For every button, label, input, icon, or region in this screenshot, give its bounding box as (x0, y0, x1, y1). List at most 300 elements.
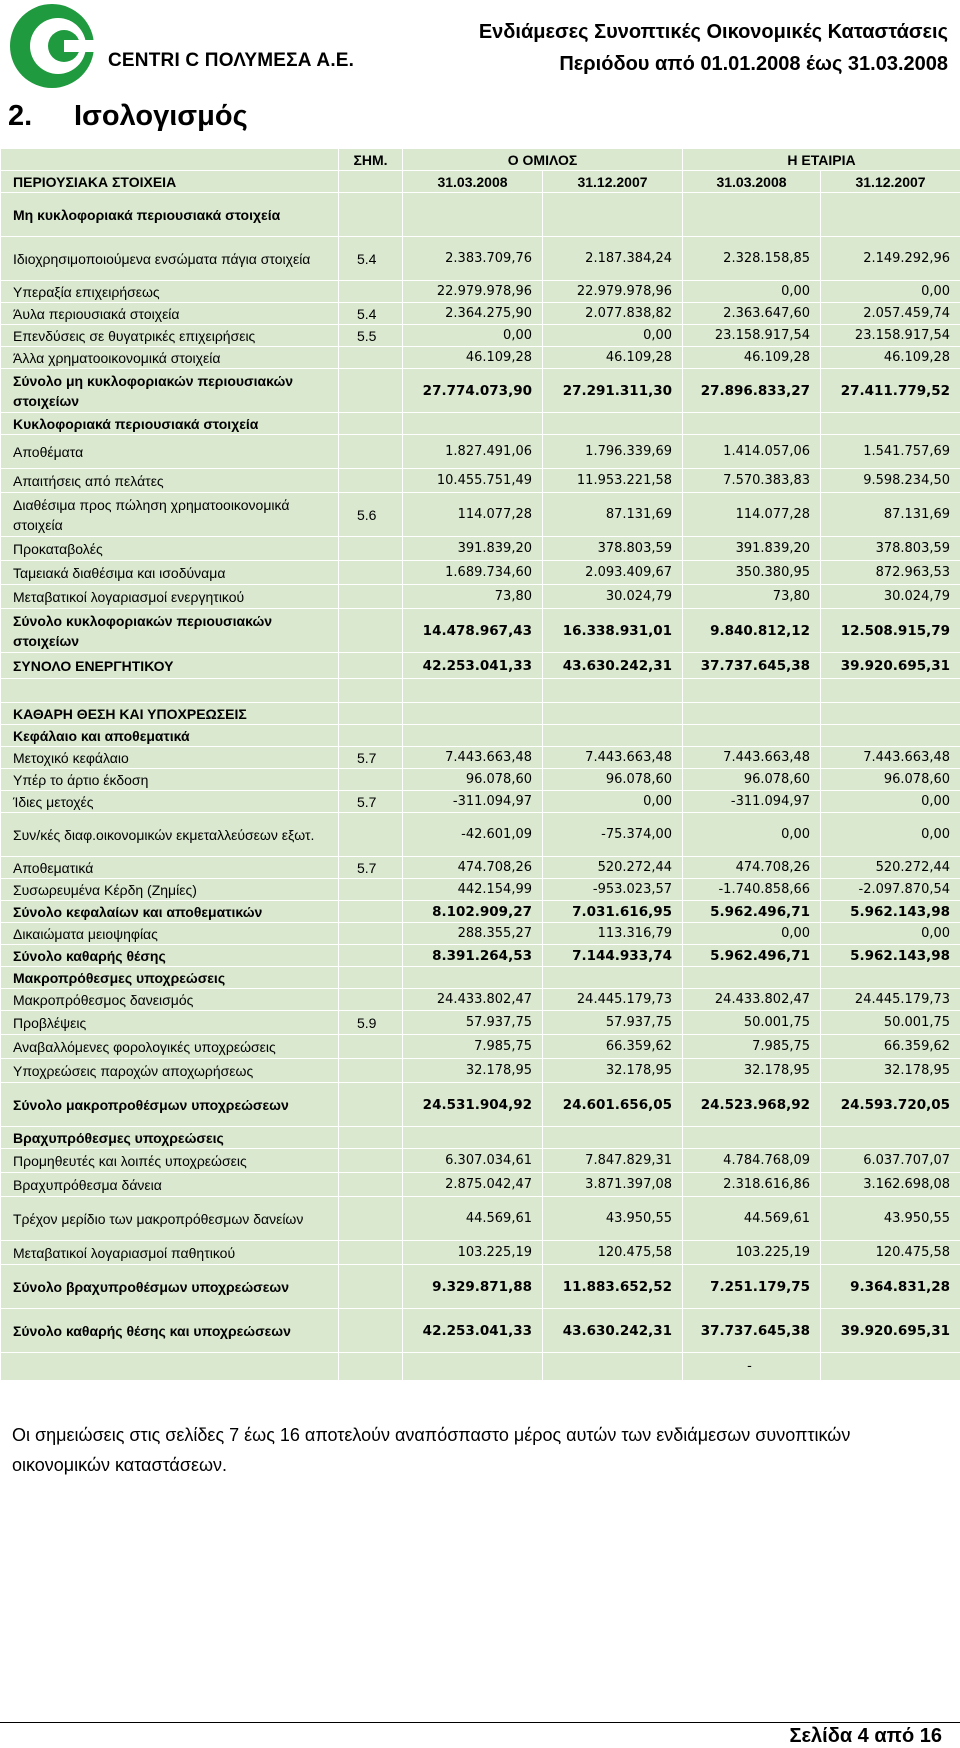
group-value: 7.985,75 (403, 1035, 543, 1059)
group-value: 22.979.978,96 (543, 281, 683, 303)
company-value: 474.708,26 (683, 857, 821, 879)
company-value: 23.158.917,54 (821, 325, 960, 347)
group-value: 43.630.242,31 (543, 1309, 683, 1353)
row-note (339, 537, 403, 561)
group-value: 73,80 (403, 585, 543, 609)
row-note: 5.7 (339, 857, 403, 879)
row-label: Προμηθευτές και λοιπές υποχρεώσεις (1, 1149, 339, 1173)
group-value: 114.077,28 (403, 493, 543, 537)
company-value: 27.411.779,52 (821, 369, 960, 413)
group-value: 2.187.384,24 (543, 237, 683, 281)
company-value: 23.158.917,54 (683, 325, 821, 347)
row-label (1, 679, 339, 703)
group-value (543, 679, 683, 703)
group-value: 474.708,26 (403, 857, 543, 879)
group-value: 24.433.802,47 (403, 989, 543, 1011)
row-note (339, 585, 403, 609)
group-value: 96.078,60 (403, 769, 543, 791)
company-value (683, 703, 821, 725)
row-label: Σύνολο κυκλοφοριακών περιουσιακών στοιχείων (1, 609, 339, 653)
company-value: 2.328.158,85 (683, 237, 821, 281)
row-note (339, 1059, 403, 1083)
group-value: 113.316,79 (543, 923, 683, 945)
company-value: 7.985,75 (683, 1035, 821, 1059)
company-value (821, 703, 960, 725)
group-value: 2.077.838,82 (543, 303, 683, 325)
table-row (1, 1173, 960, 1197)
company-value: 520.272,44 (821, 857, 960, 879)
table-row (1, 1265, 960, 1309)
group-value: 103.225,19 (403, 1241, 543, 1265)
row-note (339, 923, 403, 945)
group-value: 42.253.041,33 (403, 1309, 543, 1353)
group-value (543, 413, 683, 435)
table-row (1, 1059, 960, 1083)
company-value: 5.962.496,71 (683, 945, 821, 967)
row-label: ΣΥΝΟΛΟ ΕΝΕΡΓΗΤΙΚΟΥ (1, 653, 339, 679)
row-note (339, 813, 403, 857)
row-label: Ιδιοχρησιμοποιούμενα ενσώματα πάγια στοιχεία (1, 237, 339, 281)
company-value: 46.109,28 (683, 347, 821, 369)
group-value (403, 1127, 543, 1149)
header-date: 31.03.2008 (683, 171, 821, 193)
group-value: 14.478.967,43 (403, 609, 543, 653)
header-company: Η ΕΤΑΙΡΙΑ (683, 149, 960, 171)
company-value: 87.131,69 (821, 493, 960, 537)
group-value: 43.630.242,31 (543, 653, 683, 679)
row-note (339, 769, 403, 791)
group-value: 32.178,95 (543, 1059, 683, 1083)
table-row (1, 1083, 960, 1127)
table-row (1, 325, 960, 347)
group-value: 27.774.073,90 (403, 369, 543, 413)
group-value: 0,00 (543, 325, 683, 347)
company-value: -311.094,97 (683, 791, 821, 813)
row-note (339, 1353, 403, 1381)
row-label: Ίδιες μετοχές (1, 791, 339, 813)
company-value: 391.839,20 (683, 537, 821, 561)
company-value: 39.920.695,31 (821, 1309, 960, 1353)
row-note (339, 725, 403, 747)
group-value: 24.531.904,92 (403, 1083, 543, 1127)
row-note (339, 1149, 403, 1173)
row-label: Βραχυπρόθεσμες υποχρεώσεις (1, 1127, 339, 1149)
table-row (1, 813, 960, 857)
header-group: Ο ΟΜΙΛΟΣ (403, 149, 683, 171)
row-label: Αναβαλλόμενες φορολογικές υποχρεώσεις (1, 1035, 339, 1059)
row-label: Κυκλοφοριακά περιουσιακά στοιχεία (1, 413, 339, 435)
row-note (339, 879, 403, 901)
company-value: 50.001,75 (821, 1011, 960, 1035)
row-note (339, 1127, 403, 1149)
company-value: 9.598.234,50 (821, 469, 960, 493)
row-label (1, 1353, 339, 1381)
company-value: 24.593.720,05 (821, 1083, 960, 1127)
report-period: Περιόδου από 01.01.2008 έως 31.03.2008 (479, 48, 948, 80)
section-heading (8, 100, 248, 133)
row-label: Απαιτήσεις από πελάτες (1, 469, 339, 493)
table-row (1, 769, 960, 791)
group-value: 30.024,79 (543, 585, 683, 609)
group-value: 7.443.663,48 (543, 747, 683, 769)
header-row-groups (1, 149, 960, 171)
footer-rule (0, 1722, 960, 1723)
company-value: 2.149.292,96 (821, 237, 960, 281)
table-row (1, 653, 960, 679)
group-value: -42.601,09 (403, 813, 543, 857)
company-value: 7.443.663,48 (821, 747, 960, 769)
company-value: 32.178,95 (821, 1059, 960, 1083)
row-label: Αποθεματικά (1, 857, 339, 879)
company-value (821, 967, 960, 989)
group-value: 32.178,95 (403, 1059, 543, 1083)
group-value: -953.023,57 (543, 879, 683, 901)
table-row (1, 1035, 960, 1059)
company-value: 2.363.647,60 (683, 303, 821, 325)
company-value: 66.359,62 (821, 1035, 960, 1059)
company-value: 2.057.459,74 (821, 303, 960, 325)
row-note: 5.9 (339, 1011, 403, 1035)
group-value: 7.031.616,95 (543, 901, 683, 923)
row-note (339, 347, 403, 369)
group-value: 2.093.409,67 (543, 561, 683, 585)
group-value: 57.937,75 (543, 1011, 683, 1035)
group-value: 2.875.042,47 (403, 1173, 543, 1197)
group-value (403, 725, 543, 747)
table-row (1, 725, 960, 747)
table-row (1, 435, 960, 469)
row-label: Μεταβατικοί λογαριασμοί παθητικού (1, 1241, 339, 1265)
company-value (683, 679, 821, 703)
company-value: 0,00 (821, 281, 960, 303)
row-note (339, 679, 403, 703)
report-header (479, 16, 948, 80)
company-value: 9.364.831,28 (821, 1265, 960, 1309)
group-value: 46.109,28 (543, 347, 683, 369)
group-value (543, 725, 683, 747)
footnote: Οι σημειώσεις στις σελίδες 7 έως 16 αποτελούν αναπόσπαστο μέρος αυτών των ενδιάμεσων συνοπτικών οικονομικών καταστάσεων. (12, 1420, 952, 1480)
header-date: 31.03.2008 (403, 171, 543, 193)
row-note: 5.7 (339, 747, 403, 769)
company-value: 7.443.663,48 (683, 747, 821, 769)
group-value: 0,00 (543, 791, 683, 813)
row-note (339, 369, 403, 413)
company-value (821, 1353, 960, 1381)
header-date: 31.12.2007 (821, 171, 960, 193)
group-value: -311.094,97 (403, 791, 543, 813)
table-row (1, 1197, 960, 1241)
company-value: 4.784.768,09 (683, 1149, 821, 1173)
group-value: 46.109,28 (403, 347, 543, 369)
table-row (1, 679, 960, 703)
group-value: 24.601.656,05 (543, 1083, 683, 1127)
balance-sheet-table (0, 148, 960, 1381)
group-value: 10.455.751,49 (403, 469, 543, 493)
row-label: Υπεραξία επιχειρήσεως (1, 281, 339, 303)
group-value: 442.154,99 (403, 879, 543, 901)
group-value: 9.329.871,88 (403, 1265, 543, 1309)
group-value (543, 703, 683, 725)
group-value (403, 679, 543, 703)
company-value: 12.508.915,79 (821, 609, 960, 653)
row-note (339, 989, 403, 1011)
row-label: Προκαταβολές (1, 537, 339, 561)
company-value: 5.962.143,98 (821, 945, 960, 967)
row-note (339, 469, 403, 493)
row-label: Συσωρευμένα Κέρδη (Ζημίες) (1, 879, 339, 901)
group-value: 43.950,55 (543, 1197, 683, 1241)
company-value: 50.001,75 (683, 1011, 821, 1035)
company-logo (8, 2, 96, 90)
row-note: 5.5 (339, 325, 403, 347)
table-row (1, 703, 960, 725)
table-row (1, 369, 960, 413)
table-row (1, 967, 960, 989)
company-value: -2.097.870,54 (821, 879, 960, 901)
table-row (1, 901, 960, 923)
company-value: 0,00 (821, 791, 960, 813)
group-value: 0,00 (403, 325, 543, 347)
table-row (1, 989, 960, 1011)
group-value: 2.364.275,90 (403, 303, 543, 325)
company-value: 7.251.179,75 (683, 1265, 821, 1309)
row-label: Βραχυπρόθεσμα δάνεια (1, 1173, 339, 1197)
header-assets: ΠΕΡΙΟΥΣΙΑΚΑ ΣΤΟΙΧΕΙΑ (1, 171, 339, 193)
row-note (339, 193, 403, 237)
company-value: 7.570.383,83 (683, 469, 821, 493)
row-note (339, 609, 403, 653)
table-row (1, 493, 960, 537)
table-row (1, 1241, 960, 1265)
group-value: 391.839,20 (403, 537, 543, 561)
header-note: ΣΗΜ. (339, 149, 403, 171)
table-row (1, 791, 960, 813)
group-value: 96.078,60 (543, 769, 683, 791)
group-value (403, 193, 543, 237)
row-note: 5.6 (339, 493, 403, 537)
group-value (543, 1127, 683, 1149)
company-value: 37.737.645,38 (683, 1309, 821, 1353)
row-note (339, 967, 403, 989)
table-row (1, 1011, 960, 1035)
row-note: 5.4 (339, 237, 403, 281)
row-label: Σύνολο καθαρής θέσης (1, 945, 339, 967)
row-label: Συν/κές διαφ.οικονομικών εκμεταλλεύσεων εξωτ. (1, 813, 339, 857)
company-value: 3.162.698,08 (821, 1173, 960, 1197)
company-value: - (683, 1353, 821, 1381)
company-value: 0,00 (821, 923, 960, 945)
row-label: ΚΑΘΑΡΗ ΘΕΣΗ ΚΑΙ ΥΠΟΧΡΕΩΣΕΙΣ (1, 703, 339, 725)
group-value (403, 1353, 543, 1381)
company-value (821, 725, 960, 747)
table-row (1, 585, 960, 609)
group-value: 1.689.734,60 (403, 561, 543, 585)
group-value (403, 413, 543, 435)
table-row (1, 1149, 960, 1173)
group-value (543, 1353, 683, 1381)
company-value: 378.803,59 (821, 537, 960, 561)
row-label: Προβλέψεις (1, 1011, 339, 1035)
row-label: Άλλα χρηματοοικονομικά στοιχεία (1, 347, 339, 369)
row-note (339, 1035, 403, 1059)
company-value: 43.950,55 (821, 1197, 960, 1241)
row-note (339, 435, 403, 469)
header-date: 31.12.2007 (543, 171, 683, 193)
group-value (543, 967, 683, 989)
group-value: 42.253.041,33 (403, 653, 543, 679)
table-row (1, 237, 960, 281)
company-value: 39.920.695,31 (821, 653, 960, 679)
table-row (1, 923, 960, 945)
company-value: 37.737.645,38 (683, 653, 821, 679)
table-row (1, 347, 960, 369)
company-value: -1.740.858,66 (683, 879, 821, 901)
group-value: 11.953.221,58 (543, 469, 683, 493)
company-value: 120.475,58 (821, 1241, 960, 1265)
company-value: 44.569,61 (683, 1197, 821, 1241)
group-value: 120.475,58 (543, 1241, 683, 1265)
row-label: Μακροπρόθεσμος δανεισμός (1, 989, 339, 1011)
company-value: 114.077,28 (683, 493, 821, 537)
company-value: 32.178,95 (683, 1059, 821, 1083)
group-value: 44.569,61 (403, 1197, 543, 1241)
row-note (339, 703, 403, 725)
table-row (1, 469, 960, 493)
group-value: 27.291.311,30 (543, 369, 683, 413)
table-row (1, 303, 960, 325)
company-value: 0,00 (821, 813, 960, 857)
group-value: 7.443.663,48 (403, 747, 543, 769)
company-value (683, 967, 821, 989)
company-value: 9.840.812,12 (683, 609, 821, 653)
company-value (683, 725, 821, 747)
row-note (339, 653, 403, 679)
group-value: 16.338.931,01 (543, 609, 683, 653)
table-row (1, 609, 960, 653)
group-value: 3.871.397,08 (543, 1173, 683, 1197)
row-label: Σύνολο μακροπροθέσμων υποχρεώσεων (1, 1083, 339, 1127)
group-value: -75.374,00 (543, 813, 683, 857)
company-value: 46.109,28 (821, 347, 960, 369)
row-note (339, 901, 403, 923)
row-note (339, 281, 403, 303)
row-note (339, 1241, 403, 1265)
company-value (821, 413, 960, 435)
company-value: 96.078,60 (821, 769, 960, 791)
company-value: 27.896.833,27 (683, 369, 821, 413)
group-value: 378.803,59 (543, 537, 683, 561)
section-title: Ισολογισμός (74, 100, 248, 132)
group-value: 6.307.034,61 (403, 1149, 543, 1173)
group-value: 8.102.909,27 (403, 901, 543, 923)
row-label: Υπέρ το άρτιο έκδοση (1, 769, 339, 791)
row-note (339, 1309, 403, 1353)
company-value (821, 679, 960, 703)
company-value: 872.963,53 (821, 561, 960, 585)
table-row (1, 1353, 960, 1381)
table-row (1, 1127, 960, 1149)
row-label: Κεφάλαιο και αποθεματικά (1, 725, 339, 747)
company-value (683, 193, 821, 237)
row-label: Ταμειακά διαθέσιμα και ισοδύναμα (1, 561, 339, 585)
company-value: 350.380,95 (683, 561, 821, 585)
row-label: Σύνολο καθαρής θέσης και υποχρεώσεων (1, 1309, 339, 1353)
balance-sheet (0, 148, 960, 1381)
table-row (1, 747, 960, 769)
group-value: 24.445.179,73 (543, 989, 683, 1011)
group-value: 66.359,62 (543, 1035, 683, 1059)
company-value: 24.433.802,47 (683, 989, 821, 1011)
company-value (683, 413, 821, 435)
row-note (339, 1083, 403, 1127)
company-value: 0,00 (683, 923, 821, 945)
company-value: 2.318.616,86 (683, 1173, 821, 1197)
group-value: 288.355,27 (403, 923, 543, 945)
company-value: 5.962.143,98 (821, 901, 960, 923)
table-row (1, 193, 960, 237)
group-value: 11.883.652,52 (543, 1265, 683, 1309)
row-label: Μακροπρόθεσμες υποχρεώσεις (1, 967, 339, 989)
company-value: 6.037.707,07 (821, 1149, 960, 1173)
row-label: Δικαιώματα μειοψηφίας (1, 923, 339, 945)
header-row-dates (1, 171, 960, 193)
group-value: 87.131,69 (543, 493, 683, 537)
row-note (339, 945, 403, 967)
group-value: 2.383.709,76 (403, 237, 543, 281)
group-value: 1.827.491,06 (403, 435, 543, 469)
row-label: Άυλα περιουσιακά στοιχεία (1, 303, 339, 325)
group-value: 520.272,44 (543, 857, 683, 879)
row-note: 5.7 (339, 791, 403, 813)
group-value: 7.847.829,31 (543, 1149, 683, 1173)
company-value: 103.225,19 (683, 1241, 821, 1265)
row-note (339, 561, 403, 585)
company-value: 5.962.496,71 (683, 901, 821, 923)
company-value: 30.024,79 (821, 585, 960, 609)
row-label: Σύνολο κεφαλαίων και αποθεματικών (1, 901, 339, 923)
row-label: Διαθέσιμα προς πώληση χρηματοοικονομικά στοιχεία (1, 493, 339, 537)
company-value: 96.078,60 (683, 769, 821, 791)
table-row (1, 561, 960, 585)
row-label: Επενδύσεις σε θυγατρικές επιχειρήσεις (1, 325, 339, 347)
company-name: CENTRI C ΠΟΛΥΜΕΣΑ Α.Ε. (108, 50, 354, 72)
company-value (821, 1127, 960, 1149)
group-value: 8.391.264,53 (403, 945, 543, 967)
table-row (1, 1309, 960, 1353)
row-label: Μετοχικό κεφάλαιο (1, 747, 339, 769)
row-label: Υποχρεώσεις παροχών αποχωρήσεως (1, 1059, 339, 1083)
company-value (683, 1127, 821, 1149)
table-row (1, 857, 960, 879)
row-note (339, 1173, 403, 1197)
row-note (339, 1265, 403, 1309)
report-title: Ενδιάμεσες Συνοπτικές Οικονομικές Καταστάσεις (479, 16, 948, 48)
company-value: 1.541.757,69 (821, 435, 960, 469)
group-value: 7.144.933,74 (543, 945, 683, 967)
company-value (821, 193, 960, 237)
row-note: 5.4 (339, 303, 403, 325)
company-value: 73,80 (683, 585, 821, 609)
row-label: Σύνολο μη κυκλοφοριακών περιουσιακών στοιχείων (1, 369, 339, 413)
group-value: 22.979.978,96 (403, 281, 543, 303)
group-value (543, 193, 683, 237)
company-value: 1.414.057,06 (683, 435, 821, 469)
group-value (403, 703, 543, 725)
table-row (1, 413, 960, 435)
company-value: 0,00 (683, 281, 821, 303)
row-label: Μεταβατικοί λογαριασμοί ενεργητικού (1, 585, 339, 609)
page-number: Σελίδα 4 από 16 (790, 1725, 942, 1748)
